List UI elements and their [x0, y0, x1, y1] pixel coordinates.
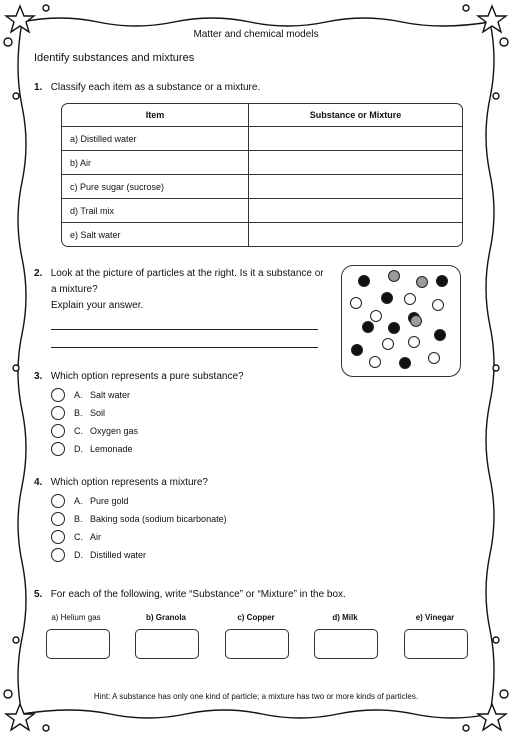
particle-black — [436, 275, 448, 287]
question-number: 5. — [34, 589, 43, 600]
question-number: 1. — [34, 82, 43, 93]
radio-circle-icon[interactable] — [51, 494, 65, 508]
answer-box-c[interactable] — [225, 629, 289, 659]
particle-gray — [388, 270, 400, 282]
answer-box-e[interactable] — [404, 629, 468, 659]
box-label-d: d) Milk — [332, 613, 358, 622]
question-text: Classify each item as a substance or a mixture. — [50, 82, 261, 93]
classification-table — [61, 103, 463, 247]
radio-circle-icon[interactable] — [51, 406, 65, 420]
question-5 — [34, 589, 346, 600]
box-label-b: b) Granola — [145, 613, 186, 622]
particle-black — [381, 292, 393, 304]
question-3 — [34, 371, 244, 382]
particle-diagram — [341, 265, 461, 377]
particle-gray — [410, 315, 422, 327]
question-number: 2. — [34, 268, 43, 279]
answer-cell[interactable] — [249, 199, 462, 223]
box-label-e: e) Vinegar — [415, 613, 455, 622]
row-item: e) Salt water — [62, 223, 249, 246]
answer-line[interactable] — [51, 347, 318, 348]
question-text: Which option represents a mixture? — [50, 477, 208, 488]
particle-black — [351, 344, 363, 356]
radio-circle-icon[interactable] — [51, 442, 65, 456]
row-item: b) Air — [62, 151, 249, 175]
option-a[interactable]: A. Salt water — [51, 388, 130, 402]
question-2 — [34, 268, 324, 279]
answer-line[interactable] — [51, 329, 318, 330]
radio-circle-icon[interactable] — [51, 512, 65, 526]
particle-white — [428, 352, 440, 364]
column-header-classification: Substance or Mixture — [249, 104, 462, 127]
box-label-c: c) Copper — [237, 613, 275, 622]
particle-black — [399, 357, 411, 369]
radio-circle-icon[interactable] — [51, 530, 65, 544]
answer-box-d[interactable] — [314, 629, 378, 659]
particle-white — [432, 299, 444, 311]
question-text: For each of the following, write “Substance” or “Mixture” in the box. — [50, 589, 346, 600]
table-row — [62, 223, 462, 246]
table-row — [62, 199, 462, 223]
answer-cell[interactable] — [249, 175, 462, 199]
option-d[interactable]: D. Distilled water — [51, 548, 146, 562]
column-header-item: Item — [62, 104, 249, 127]
question-1 — [34, 82, 260, 93]
option-a[interactable]: A. Pure gold — [51, 494, 129, 508]
option-d[interactable]: D. Lemonade — [51, 442, 133, 456]
hint-text: Hint: A substance has only one kind of particle; a mixture has two or more kinds of particles. — [93, 692, 419, 701]
question-text-line-2: a mixture? — [51, 284, 98, 295]
answer-box-b[interactable] — [135, 629, 199, 659]
option-c[interactable]: C. Air — [51, 530, 101, 544]
answer-cell[interactable] — [249, 127, 462, 151]
star-icon — [6, 704, 34, 730]
question-text-line-3: Explain your answer. — [51, 300, 144, 311]
particle-white — [370, 310, 382, 322]
question-number: 4. — [34, 477, 43, 488]
particle-gray — [416, 276, 428, 288]
option-c[interactable]: C. Oxygen gas — [51, 424, 138, 438]
table-row — [62, 175, 462, 199]
particle-black — [358, 275, 370, 287]
worksheet-header: Matter and chemical models — [193, 29, 319, 40]
star-icon — [478, 704, 506, 730]
radio-circle-icon[interactable] — [51, 424, 65, 438]
answer-box-a[interactable] — [46, 629, 110, 659]
particle-white — [408, 336, 420, 348]
option-b[interactable]: B. Baking soda (sodium bicarbonate) — [51, 512, 227, 526]
question-number: 3. — [34, 371, 43, 382]
question-text-line-1: Look at the picture of particles at the right. Is it a substance or — [50, 268, 324, 279]
particle-black — [388, 322, 400, 334]
question-text: Which option represents a pure substance? — [50, 371, 244, 382]
radio-circle-icon[interactable] — [51, 388, 65, 402]
particle-white — [382, 338, 394, 350]
particle-black — [434, 329, 446, 341]
particle-white — [350, 297, 362, 309]
particle-black — [362, 321, 374, 333]
box-label-a: a) Helium gas — [51, 613, 101, 622]
row-item: d) Trail mix — [62, 199, 249, 223]
row-item: a) Distilled water — [62, 127, 249, 151]
worksheet-subtitle: Identify substances and mixtures — [34, 52, 195, 64]
radio-circle-icon[interactable] — [51, 548, 65, 562]
particle-white — [369, 356, 381, 368]
table-row — [62, 127, 462, 151]
particle-white — [404, 293, 416, 305]
table-row — [62, 151, 462, 175]
question-4 — [34, 477, 208, 488]
answer-cell[interactable] — [249, 223, 462, 246]
option-b[interactable]: B. Soil — [51, 406, 105, 420]
row-item: c) Pure sugar (sucrose) — [62, 175, 249, 199]
answer-cell[interactable] — [249, 151, 462, 175]
table-header-row — [62, 104, 462, 127]
